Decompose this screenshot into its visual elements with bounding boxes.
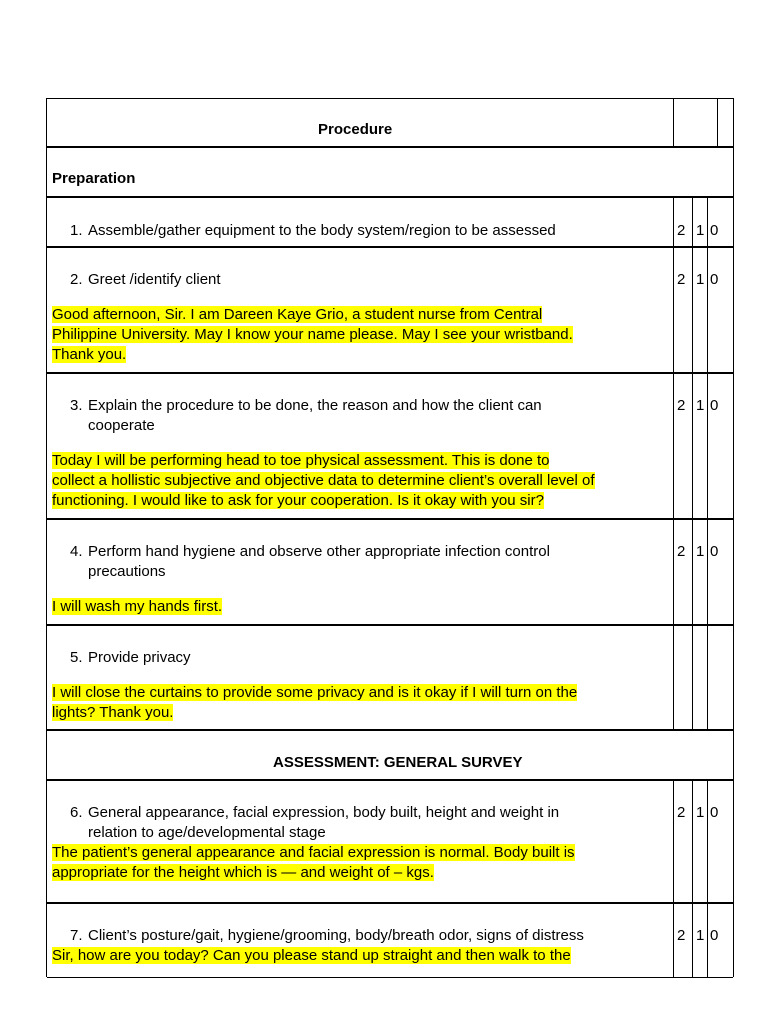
nurse-response: Good afternoon, Sir. I am Dareen Kaye Grio, a student nurse from Central Philippine University. May I know your name please. May I see your wristband. Thank you. — [52, 306, 573, 363]
score-1: 1 — [696, 543, 705, 560]
checklist-item-6 — [47, 781, 733, 904]
item-number: 3. — [70, 397, 83, 414]
checklist-item-3 — [47, 374, 733, 520]
item-text: General appearance, facial expression, body built, height and weight in — [88, 804, 560, 821]
score-1: 1 — [696, 397, 705, 414]
checklist-item-1 — [47, 198, 733, 248]
checklist-item-4 — [47, 520, 733, 626]
column-divider — [673, 198, 674, 731]
score-1: 1 — [696, 927, 705, 944]
item-text: Explain the procedure to be done, the reason and how the client can — [88, 397, 542, 414]
procedure-header: Procedure — [318, 121, 393, 138]
column-divider — [673, 99, 674, 148]
score-1: 1 — [696, 222, 705, 239]
nurse-response: I will wash my hands first. — [52, 598, 223, 615]
nurse-response: Sir, how are you today? Can you please stand up straight and then walk to the — [52, 947, 571, 964]
column-divider — [673, 781, 674, 978]
score-2: 2 — [677, 271, 686, 288]
score-2: 2 — [677, 222, 686, 239]
item-text-continued: precautions — [88, 563, 166, 580]
item-number: 2. — [70, 271, 83, 288]
score-1: 1 — [696, 804, 705, 821]
score-0: 0 — [710, 271, 719, 288]
item-number: 5. — [70, 649, 83, 666]
header-row — [47, 99, 733, 148]
score-0: 0 — [710, 222, 719, 239]
nurse-response: Today I will be performing head to toe physical assessment. This is done to collect a hollistic subjective and objective data to determine client’s overall level of functioning. I would like to ask for your cooperation. Is it okay with you sir? — [52, 452, 595, 509]
score-2: 2 — [677, 543, 686, 560]
score-0: 0 — [710, 543, 719, 560]
score-0: 0 — [710, 804, 719, 821]
score-2: 2 — [677, 804, 686, 821]
checklist-item-7 — [47, 904, 733, 978]
item-text-continued: cooperate — [88, 417, 155, 434]
score-0: 0 — [710, 397, 719, 414]
nurse-response: The patient’s general appearance and facial expression is normal. Body built is appropriate for the height which is — and weight of – kgs. — [52, 844, 575, 881]
column-divider — [717, 99, 718, 148]
item-text: Perform hand hygiene and observe other appropriate infection control — [88, 543, 550, 560]
checklist-item-5 — [47, 626, 733, 731]
item-text: Greet /identify client — [88, 271, 221, 288]
section-title-assessment: ASSESSMENT: GENERAL SURVEY — [273, 754, 523, 771]
nurse-response: I will close the curtains to provide some privacy and is it okay if I will turn on the lights? Thank you. — [52, 684, 578, 721]
item-number: 7. — [70, 927, 83, 944]
score-2: 2 — [677, 927, 686, 944]
score-2: 2 — [677, 397, 686, 414]
score-0: 0 — [710, 927, 719, 944]
column-divider — [692, 781, 693, 978]
item-text: Assemble/gather equipment to the body system/region to be assessed — [88, 222, 556, 239]
checklist-item-2 — [47, 248, 733, 374]
column-divider — [692, 198, 693, 731]
item-number: 1. — [70, 222, 83, 239]
procedure-checklist-table — [46, 98, 734, 977]
score-1: 1 — [696, 271, 705, 288]
item-number: 6. — [70, 804, 83, 821]
item-text: Provide privacy — [88, 649, 191, 666]
section-row-preparation — [47, 148, 733, 198]
column-divider — [707, 781, 708, 978]
column-divider — [707, 198, 708, 731]
item-text: Client’s posture/gait, hygiene/grooming, body/breath odor, signs of distress — [88, 927, 584, 944]
section-title-preparation: Preparation — [52, 170, 136, 187]
item-number: 4. — [70, 543, 83, 560]
section-row-assessment — [47, 731, 733, 781]
item-text-continued: relation to age/developmental stage — [88, 824, 326, 841]
